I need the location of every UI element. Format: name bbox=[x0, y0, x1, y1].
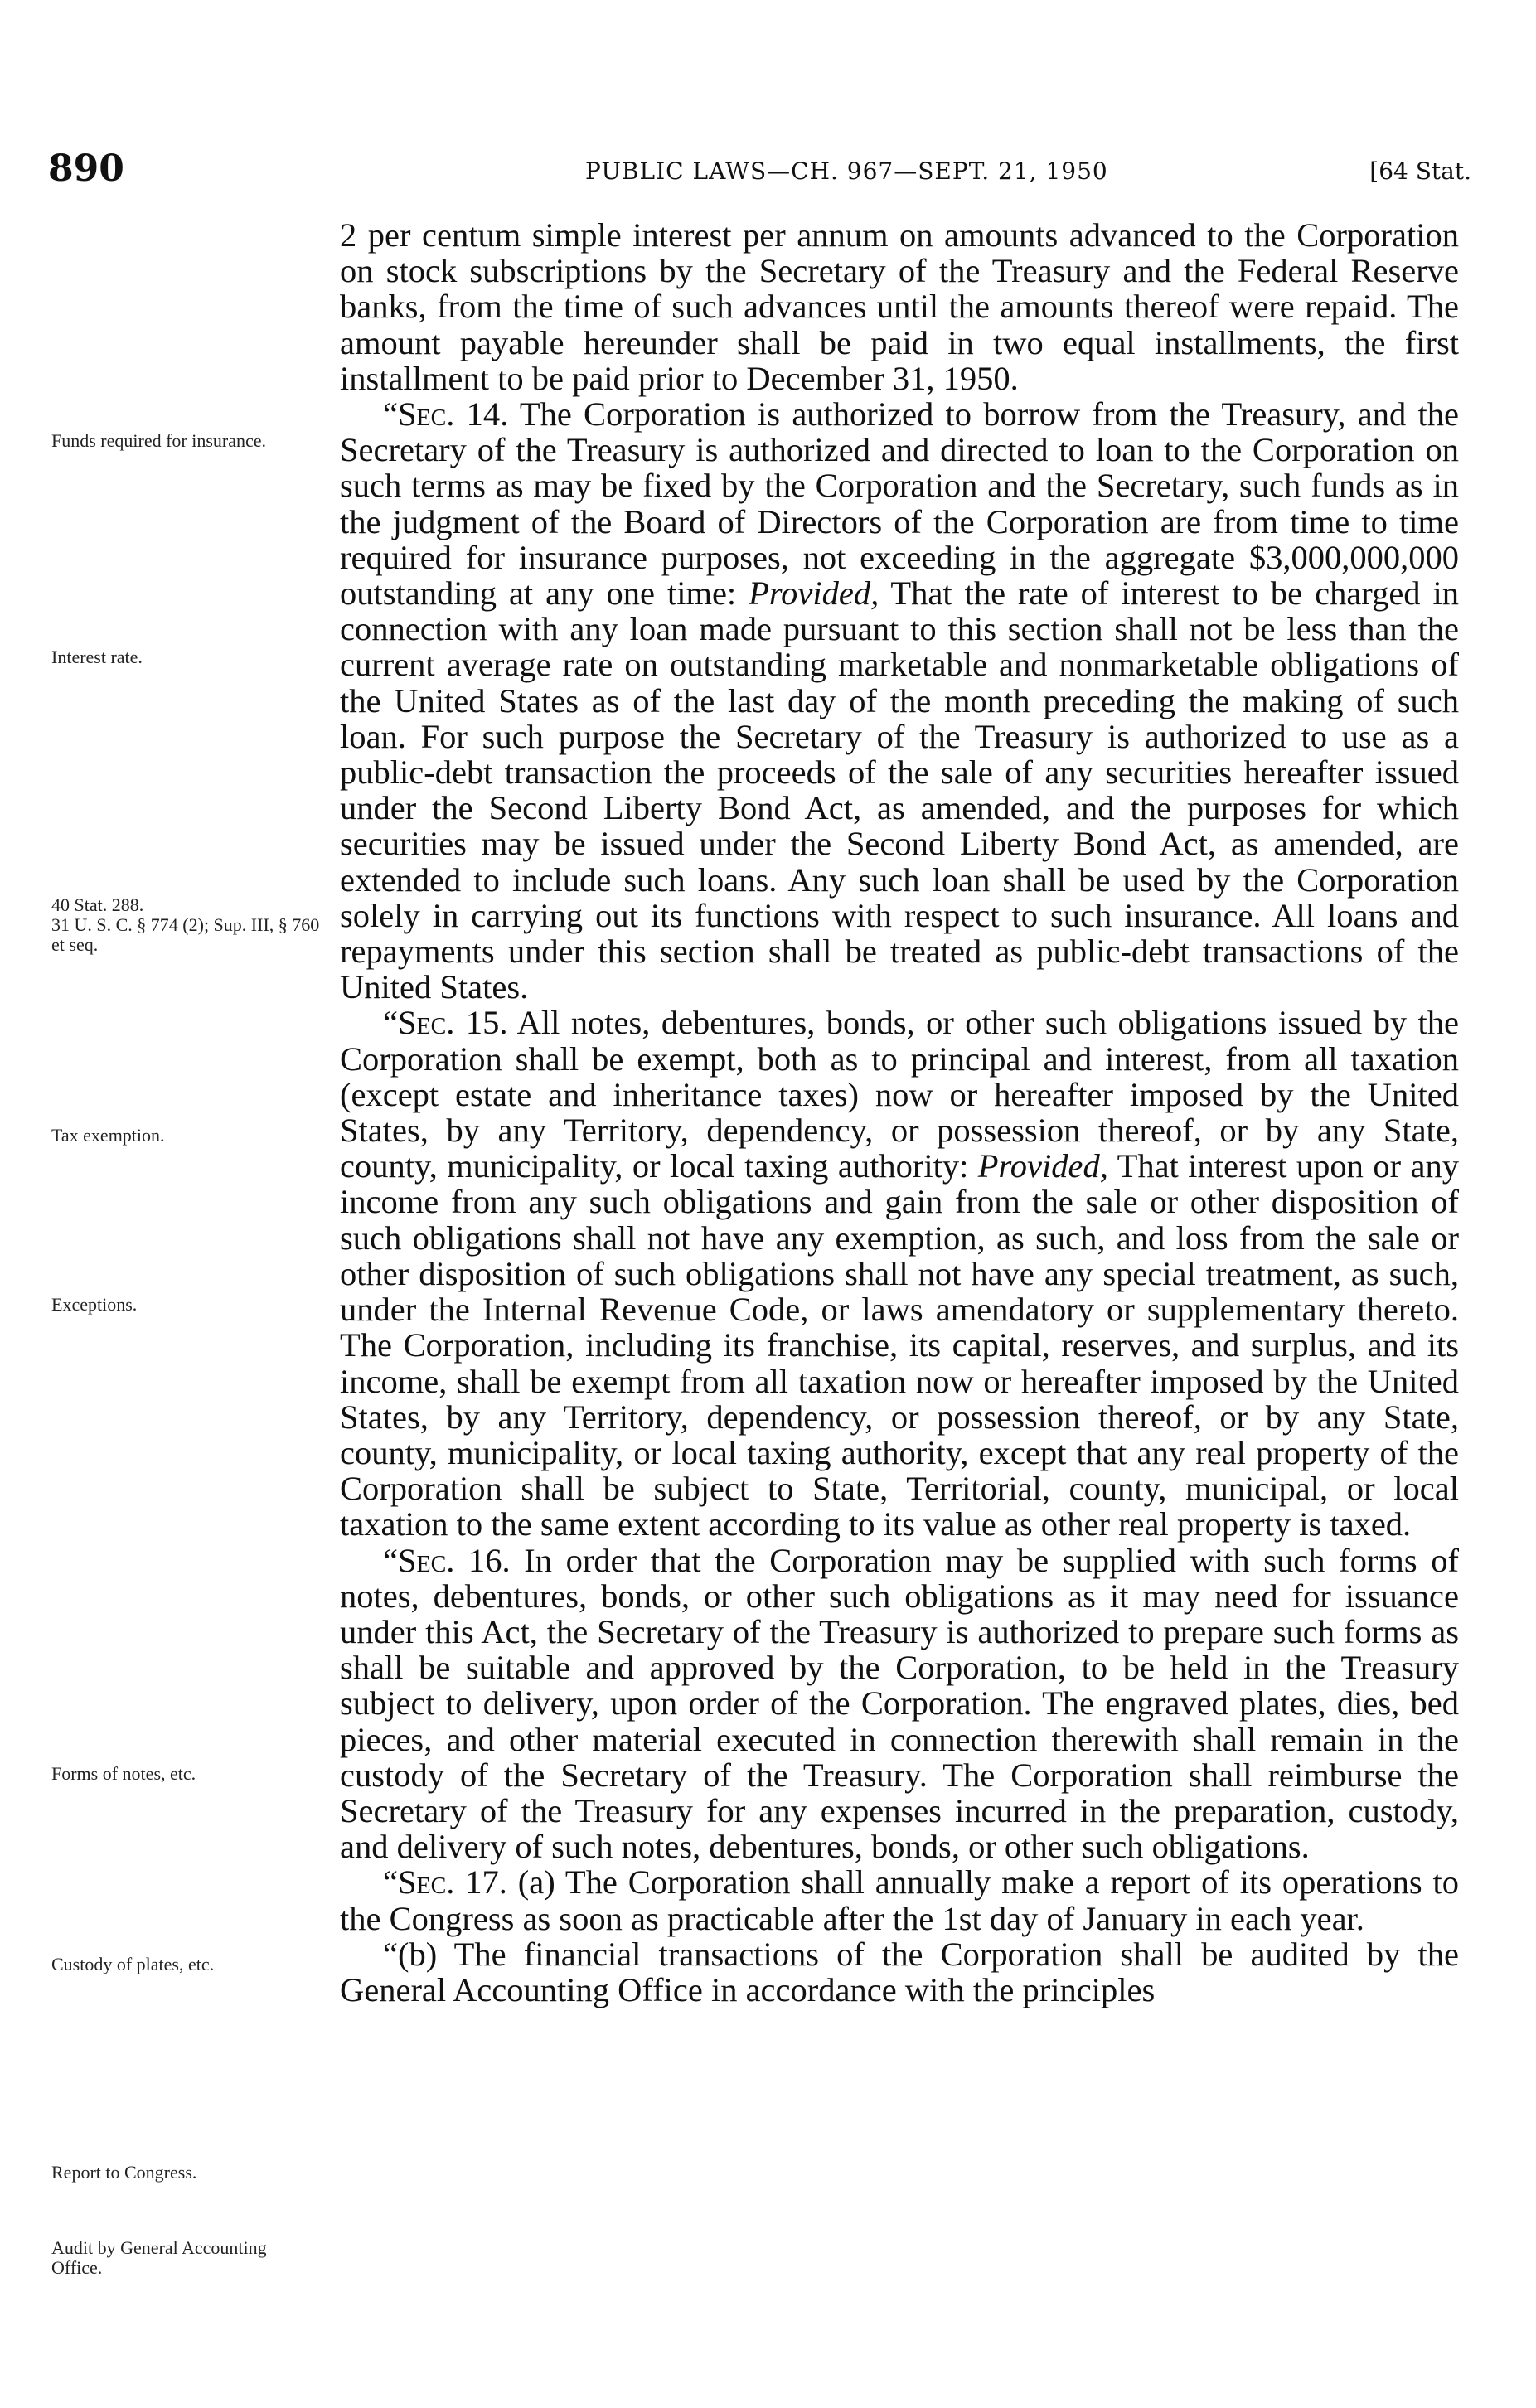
page-number: 890 bbox=[48, 148, 124, 190]
margin-note-audit: Audit by General Accounting Office. bbox=[51, 2237, 267, 2278]
running-head: PUBLIC LAWS—CH. 967—SEPT. 21, 1950 bbox=[585, 157, 1108, 185]
paragraph-sec-14: “Sec. 14. The Corporation is authorized to borrow from the Treasury, and the Secretary of the Treasury is authorized and directed to loan to the Corporation on such terms as may be fixed by the Corporation and the Secretary, such funds as in the judgment of the Board of Directors of the Corporation are from time to time required for insurance purposes, not exceeding in the aggregate $3,000,000,000 outstanding at any one time: Provided, That the rate of interest to be charged in connection with any loan made pursuant to this section shall not be less than the current average rate on outstanding marketable and nonmarketable obligations of the United States as of the last day of the month preceding the making of such loan. For such purpose the Secretary of the Treasury is authorized to use as a public-debt transaction the proceeds of the sale of any securities hereafter issued under the Second Liberty Bond Act, as amended, and the purposes for which securities may be issued under the Second Liberty Bond Act, as amended, are extended to include such loans. Any such loan shall be used by the Corporation solely in carrying out its functions with respect to such insurance. All loans and repayments under this section shall be treated as public-debt transactions of the United States. bbox=[340, 395, 1459, 1006]
margin-note-custody: Custody of plates, etc. bbox=[51, 1954, 215, 1974]
margin-note-exceptions: Exceptions. bbox=[51, 1294, 138, 1315]
margin-note-funds-insurance: Funds required for insurance. bbox=[51, 430, 267, 451]
paragraph-sec-17a: “Sec. 17. (a) The Corporation shall annually make a report of its operations to the Congress as soon as practicable after the 1st day of January in each year. bbox=[340, 1863, 1460, 1937]
volume-reference: [64 Stat. bbox=[1369, 157, 1471, 185]
margin-note-tax-exemption: Tax exemption. bbox=[51, 1125, 165, 1146]
margin-note-citation: 40 Stat. 288. 31 U. S. C. § 774 (2); Sup. III, § 760 et seq. bbox=[51, 894, 320, 955]
margin-note-forms: Forms of notes, etc. bbox=[51, 1763, 196, 1784]
section-lead: “Sec. 14. bbox=[383, 395, 509, 434]
margin-note-report: Report to Congress. bbox=[51, 2162, 197, 2183]
paragraph-continuation: 2 per centum simple interest per annum on amounts advanced to the Corporation on stock subscriptions by the Secretary of the Treasury and the Federal Reserve banks, from the time of such advances until the amounts thereof were repaid. The amount payable hereunder shall be paid in two equal installments, the first installment to be paid prior to December 31, 1950. bbox=[340, 216, 1459, 397]
paragraph-sec-15: “Sec. 15. All notes, debentures, bonds, or other such obligations issued by the Corporation shall be exempt, both as to principal and interest, from all taxation (except estate and inheritance taxes) now or hereafter imposed by the United States, by any Territory, dependency, or possession thereof, or by any State, county, municipality, or local taxing authority: Provided, That interest upon or any income from any such obligations and gain from the sale or other disposition of such obligations shall not have any exemption, as such, and loss from the sale or other disposition of such obligations shall not have any special treatment, as such, under the Internal Revenue Code, or laws amendatory or supplementary thereto. The Corporation, including its franchise, its capital, reserves, and surplus, and its income, shall be exempt from all taxation now or hereafter imposed by the United States, by any Territory, dependency, or possession thereof, or by any State, county, municipality, or local taxing authority, except that any real property of the Corporation shall be subject to State, Territorial, county, municipal, or local taxation to the same extent according to its value as other real property is taxed. bbox=[340, 1004, 1460, 1543]
body-text bbox=[340, 217, 1459, 2008]
paragraph-sec-16: “Sec. 16. In order that the Corporation may be supplied with such forms of notes, debentures, bonds, or other such obligations as it may need for issuance under this Act, the Secretary of the Treasury is authorized to prepare such forms as shall be suitable and approved by the Corporation, to be held in the Treasury subject to delivery, upon order of the Corporation. The engraved plates, dies, bed pieces, and other material executed in connection therewith shall remain in the custody of the Secretary of the Treasury. The Corporation shall reimburse the Secretary of the Treasury for any expenses incurred in the preparation, custody, and delivery of such notes, debentures, bonds, or other such obligations. bbox=[340, 1541, 1459, 1866]
section-lead: “Sec. 15. bbox=[383, 1004, 508, 1042]
margin-note-interest-rate: Interest rate. bbox=[51, 647, 143, 667]
section-lead: “Sec. 17. bbox=[383, 1863, 507, 1902]
section-lead: “Sec. 16. bbox=[383, 1541, 511, 1579]
paragraph-sec-17b: “(b) The financial transactions of the Corporation shall be audited by the General Accounting Office in accordance with the principles bbox=[340, 1935, 1459, 2008]
margin-notes bbox=[51, 0, 333, 2408]
